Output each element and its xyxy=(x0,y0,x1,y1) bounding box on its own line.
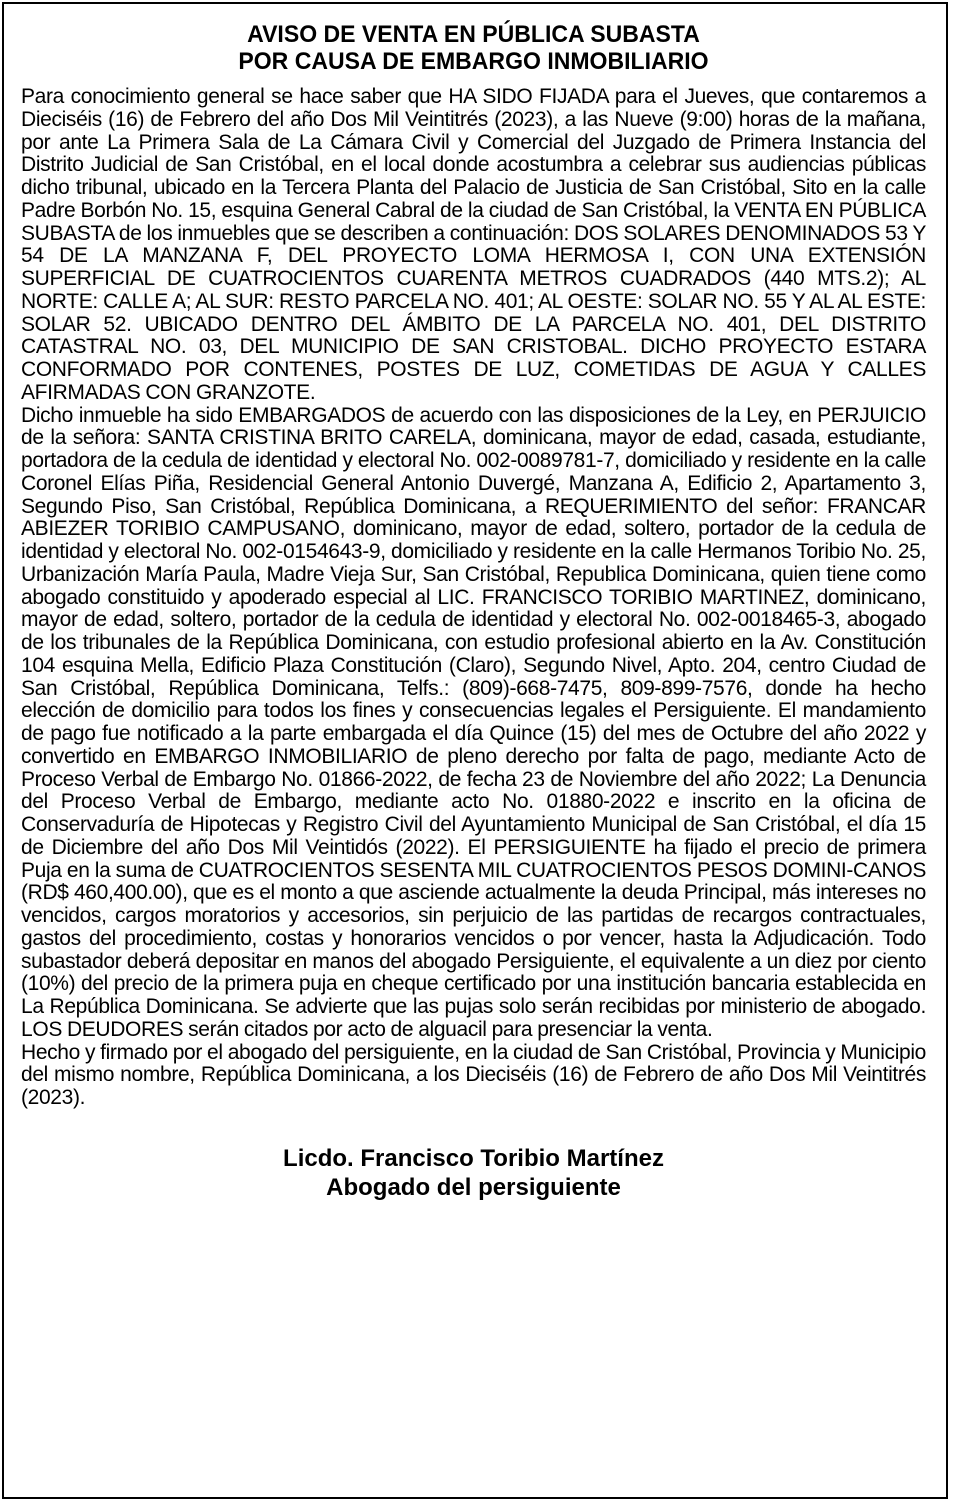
title-line-1: AVISO DE VENTA EN PÚBLICA SUBASTA xyxy=(247,21,700,48)
paragraph-auction-details: Para conocimiento general se hace saber que HA SIDO FIJADA para el Jueves, que contaremos a Dieciséis (16) de Febrero del año Dos Mil Veintitrés (2023), a las Nueve (9:00) horas de la mañana, por ante La Primera Sala de La Cámara Civil y Comercial del Juzgado de Primera Instancia del Distrito Judicial de San Cristóbal, en el local donde acostumbra a celebrar sus audiencias públicas dicho tribunal, ubicado en la Tercera Planta del Palacio de Justicia de San Cristóbal, Sito en la calle Padre Borbón No. 15, esquina General Cabral de la ciudad de San Cristóbal, la VENTA EN PÚBLICA SUBASTA de los inmuebles que se describen a continuación: DOS SOLARES DENOMINADOS 53 Y 54 DE LA MANZANA F, DEL PROYECTO LOMA HERMOSA I, CON UNA EXTENSIÓN SUPERFICIAL DE CUATROCIENTOS CUARENTA METROS CUADRADOS (440 MTS.2); AL NORTE: CALLE A; AL SUR: RESTO PARCELA NO. 401; AL OESTE: SOLAR NO. 55 Y AL AL ESTE: SOLAR 52. UBICADO DENTRO DEL ÁMBITO DE LA PARCELA NO. 401, DEL DISTRITO CATASTRAL NO. 03, DEL MUNICIPIO DE SAN CRISTOBAL. DICHO PROYECTO ESTARA CONFORMADO POR CONTENES, POSTES DE LUZ, COMETIDAS DE AGUA Y CALLES AFIRMADAS CON GRANZOTE. xyxy=(21,85,926,404)
paragraph-seizure-details: Dicho inmueble ha sido EMBARGADOS de acuerdo con las disposiciones de la Ley, en PERJUICIO de la señora: SANTA CRISTINA BRITO CARELA, dominicana, mayor de edad, casada, estudiante, portadora de la cedula de identidad y electoral No. 002-0089781-7, domiciliado y residente en la calle Coronel Elías Piña, Residencial General Antonio Duvergé, Manzana A, Edificio 2, Apartamento 3, Segundo Piso, San Cristóbal, República Dominicana, a REQUERIMIENTO del señor: FRANCAR ABIEZER TORIBIO CAMPUSANO, dominicano, mayor de edad, soltero, portador de la cedula de identidad y electoral No. 002-0154643-9, domiciliado y residente en la calle Hermanos Toribio No. 25, Urbanización María Paula, Madre Vieja Sur, San Cristóbal, Republica Dominicana, quien tiene como abogado constituido y apoderado especial al LIC. FRANCISCO TORIBIO MARTINEZ, dominicano, mayor de edad, soltero, portador de la cedula de identidad y electoral No. 002-0018465-3, abogado de los tribunales de la República Dominicana, con estudio profesional abierto en la Av. Constitución 104 esquina Mella, Edificio Plaza Constitución (Claro), Segundo Nivel, Apto. 204, centro Ciudad de San Cristóbal, República Dominicana, Telfs.: (809)-668-7475, 809-899-7576, donde ha hecho elección de domicilio para todos los fines y consecuencias legales el Persiguiente. El mandamiento de pago fue notificado a la parte embargada el día Quince (15) del mes de Octubre del año 2022 y convertido en EMBARGO INMOBILIARIO de pleno derecho por falta de pago, mediante Acto de Proceso Verbal de Embargo No. 01866-2022, de fecha 23 de Noviembre del año 2022; La Denuncia del Proceso Verbal de Embargo, mediante acto No. 01880-2022 e inscrito en la oficina de Conservaduría de Hipotecas y Registro Civil del Ayuntamiento Municipal de San Cristóbal, el día 15 de Diciembre del año Dos Mil Veintidós (2022). El PERSIGUIENTE ha fijado el precio de primera Puja en la suma de CUATROCIENTOS SESENTA MIL CUATROCIENTOS PESOS DOMINI-CANOS (RD$ 460,400.00), que es el monto a que asciende actualmente la deuda Principal, más intereses no vencidos, cargos moratorios y accesorios, sin perjuicio de las partidas de recargos contractuales, gastos del procedimiento, costas y honorarios vencidos o por vencer, hasta la Adjudicación. Todo subastador deberá depositar en manos del abogado Persiguiente, el equivalente a un diez por ciento (10%) del precio de la primera puja en cheque certificado por una institución bancaria establecida en La República Dominicana. Se advierte que las pujas solo serán recibidas por ministerio de abogado. LOS DEUDORES serán citados por acto de alguacil para presenciar la venta. xyxy=(21,403,926,1041)
title-line-2: POR CAUSA DE EMBARGO INMOBILIARIO xyxy=(238,48,709,75)
signature-name: Licdo. Francisco Toribio Martínez xyxy=(283,1144,664,1172)
paragraph-signed-statement: Hecho y firmado por el abogado del persiguiente, en la ciudad de San Cristóbal, Provincia y Municipio del mismo nombre, República Dominicana, a los Dieciséis (16) de Febrero de año Dos Mil Veintitrés (2023). xyxy=(21,1040,926,1109)
notice-body xyxy=(21,86,926,1110)
signature-role: Abogado del persiguiente xyxy=(326,1173,621,1201)
notice-content xyxy=(21,21,926,1202)
signature-block xyxy=(21,1144,926,1202)
notice-title xyxy=(39,21,908,75)
